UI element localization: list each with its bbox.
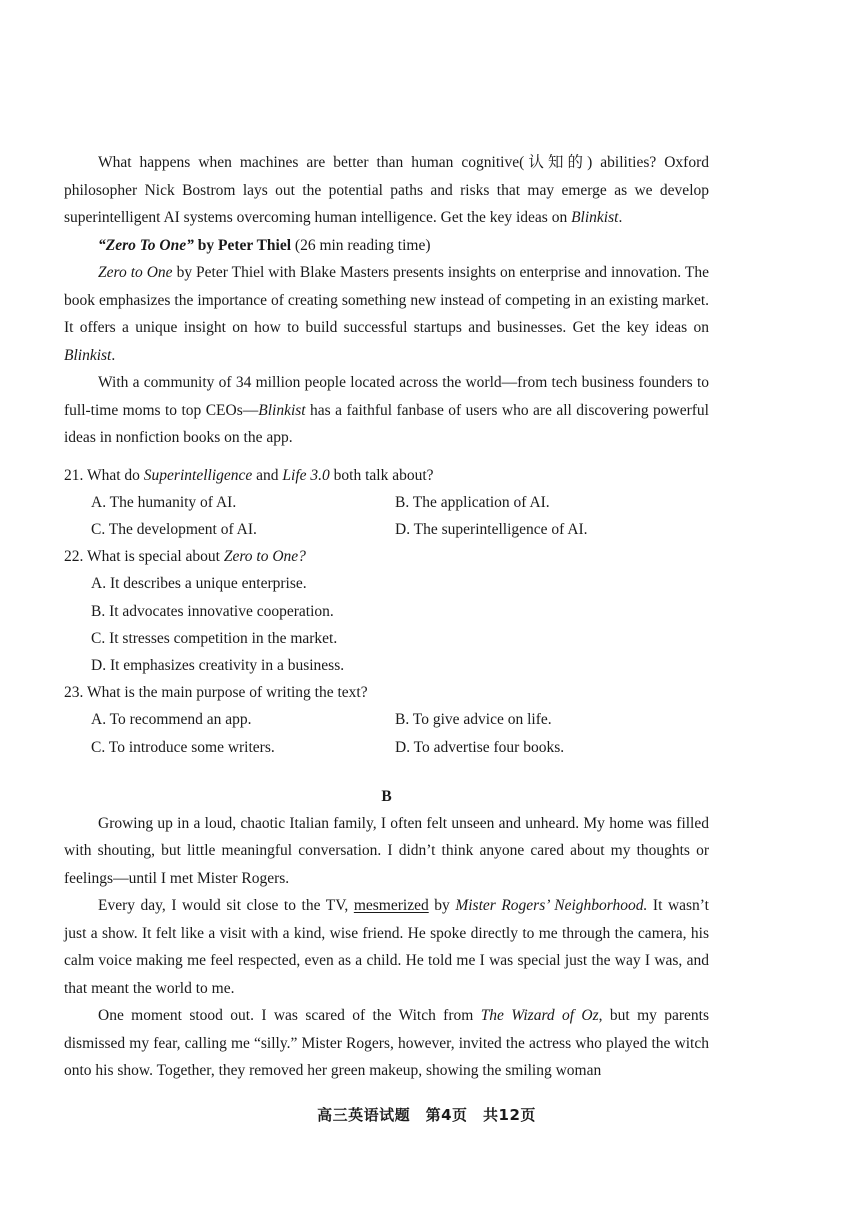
book-author: by Peter Thiel [193,236,292,254]
question-23 [64,679,709,761]
option-c: C. To introduce some writers. [91,738,275,756]
option-c: C. It stresses competition in the market. [91,629,338,647]
show-title: Mister Rogers’ Neighborhood. [455,897,648,915]
app-name: Blinkist [258,401,306,419]
option-a: A. It describes a unique enterprise. [91,575,307,593]
option-d: D. It emphasizes creativity in a business. [91,656,345,674]
question-22 [64,543,709,679]
book-title-line [64,232,709,260]
option-a: A. The humanity of AI. [91,493,237,511]
option-d: D. To advertise four books. [395,738,565,756]
passage-a-paragraph-1: What happens when machines are better than human cognitive(认知的) abilities? Oxford philosopher Nick Bostrom lays out the potential paths and risks that may emerge as we develop superintelligent AI systems overcoming human intelligence. Get the key ideas on Blinkist. [64,154,709,226]
option-b: B. It advocates innovative cooperation. [91,602,334,620]
underlined-word: mesmerized [353,897,429,915]
option-a: A. To recommend an app. [91,711,252,729]
passage-b-paragraph-3: One moment stood out. I was scared of the Witch from The Wizard of Oz, but my parents dismissed my fear, calling me “silly.” Mister Rogers, however, invited the actress who played the witch onto his show. Together, they removed her green makeup, showing the smiling woman [64,1007,710,1080]
film-title: The Wizard of Oz [480,1007,599,1025]
book-name: Zero to One [98,264,173,281]
page-footer: 高三英语试题 第4页 共12页 [317,1106,536,1124]
question-21 [64,462,709,544]
question-stem: 23. What is the main purpose of writing the text? [64,684,368,702]
passage-a-paragraph-2: Zero to One by Peter Thiel with Blake Masters presents insights on enterprise and innovation. The book emphasizes the importance of creating something new instead of competing in an existing market. It offers a unique insight on how to build successful startups and businesses. Get the key ideas on Blinkist. [64,264,709,364]
option-b: B. The application of AI. [395,493,550,511]
option-c: C. The development of AI. [91,520,257,538]
book-title: “Zero To One” [98,236,194,254]
section-heading: B [381,787,392,805]
question-stem: 21. What do Superintelligence and Life 3.0 both talk about? [64,466,434,484]
passage-b-paragraph-2: Every day, I would sit close to the TV, mesmerized by Mister Rogers’ Neighborhood. It wasn’t just a show. It felt like a visit with a kind, wise friend. He spoke directly to me through the camera, his calm voice making me feel respected, even as a child. He told me I was special just the way I was, and that meant the world to me. [64,897,709,997]
option-d: D. The superintelligence of AI. [395,520,588,538]
passage-b-paragraph-1: Growing up in a loud, chaotic Italian family, I often felt unseen and unheard. My home was filled with shouting, but little meaningful conversation. I didn’t think anyone cared about my thoughts or feelings—until I met Mister Rogers. [64,814,709,887]
passage-a-paragraph-3: With a community of 34 million people located across the world—from tech business founders to full-time moms to top CEOs—Blinkist has a faithful fanbase of users who are all discovering powerful ideas in nonfiction books on the app. [64,374,709,446]
question-stem: 22. What is special about Zero to One? [64,548,306,566]
app-name: Blinkist [571,209,619,226]
app-name: Blinkist [64,346,112,364]
option-b: B. To give advice on life. [395,711,552,729]
passage-content [64,149,709,1085]
reading-time: (26 min reading time) [291,236,431,254]
